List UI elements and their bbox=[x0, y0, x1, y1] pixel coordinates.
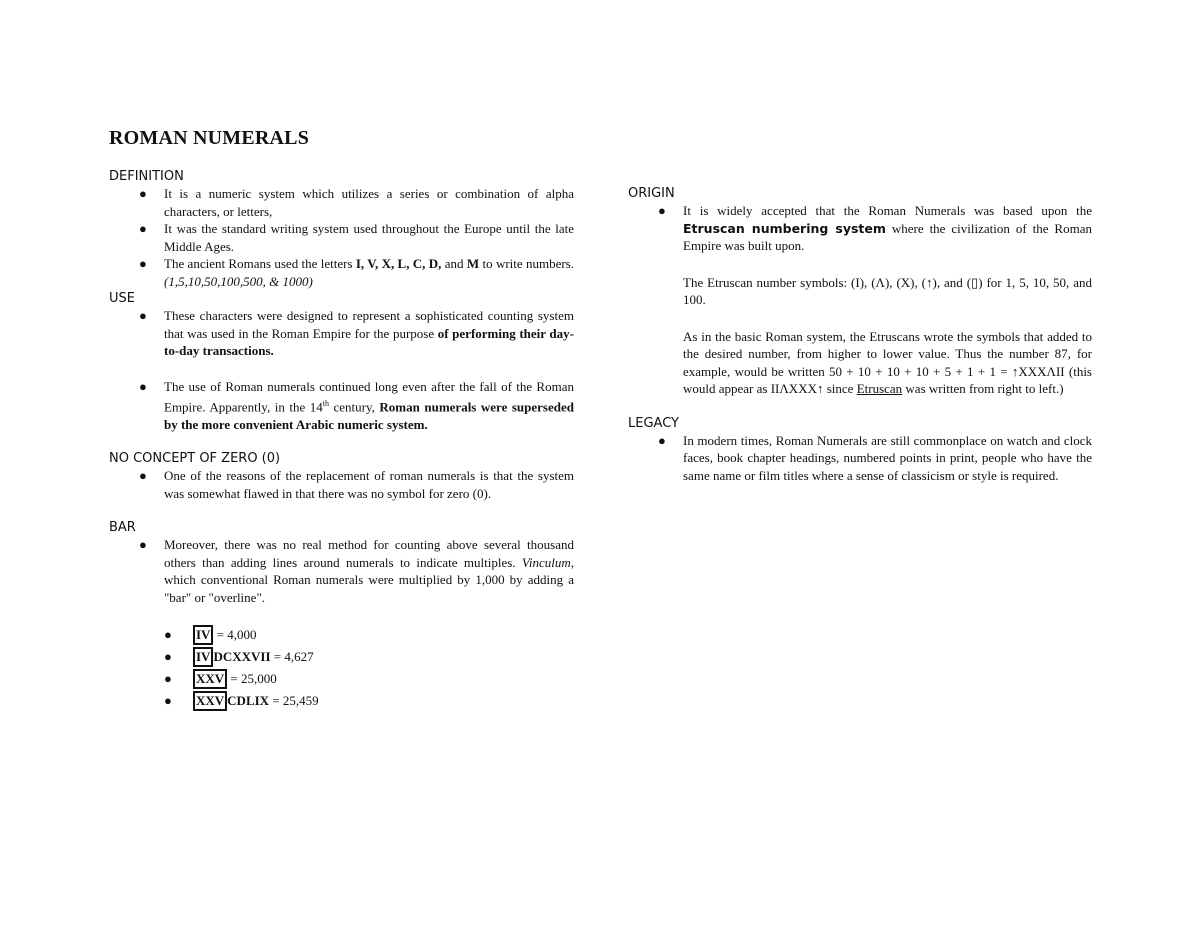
bullet-icon: ● bbox=[164, 671, 172, 687]
left-column bbox=[109, 168, 574, 712]
bar-examples-list bbox=[109, 624, 574, 712]
origin-section bbox=[628, 185, 1092, 398]
legacy-list bbox=[628, 432, 1092, 485]
zero-section bbox=[109, 450, 574, 502]
use-section bbox=[109, 290, 574, 433]
list-item: ● It is a numeric system which utilizes a series or combination of alpha characters, or letters, bbox=[139, 186, 574, 219]
vinculum-box: XXV bbox=[193, 691, 227, 711]
legacy-heading: LEGACY bbox=[628, 415, 679, 431]
page-title: ROMAN NUMERALS bbox=[109, 127, 310, 149]
zero-list bbox=[109, 467, 574, 502]
bar-heading: BAR bbox=[109, 520, 136, 536]
list-item: ● The ancient Romans used the letters I, V, X, L, C, D, and M to write numbers. (1,5,10,50,100,500, & 1000) bbox=[139, 256, 575, 289]
list-item: ● XXV = 25,000 bbox=[109, 668, 574, 690]
list-item: ● Moreover, there was no real method for counting above several thousand others than adding lines around numerals to indicate multiples. Vinculum, which conventional Roman numerals were multiplied by 1,000 by adding a "bar" or "overline". bbox=[139, 537, 574, 605]
bullet-icon: ● bbox=[139, 537, 147, 553]
right-column bbox=[628, 185, 1092, 484]
origin-heading: ORIGIN bbox=[628, 186, 675, 201]
bar-section bbox=[109, 519, 574, 712]
bullet-icon: ● bbox=[139, 468, 147, 484]
definition-section bbox=[109, 168, 574, 290]
bullet-icon: ● bbox=[164, 627, 172, 643]
origin-list bbox=[628, 202, 1092, 255]
bullet-icon: ● bbox=[658, 432, 666, 448]
definition-list bbox=[109, 185, 574, 290]
list-item: ● One of the reasons of the replacement of roman numerals is that the system was somewhat flawed in that there was no symbol for zero (0). bbox=[139, 468, 574, 501]
bullet-icon: ● bbox=[139, 186, 147, 201]
bullet-icon: ● bbox=[139, 378, 147, 394]
bullet-icon: ● bbox=[139, 221, 147, 236]
zero-heading: NO CONCEPT OF ZERO (0) bbox=[109, 451, 281, 467]
vinculum-box: XXV bbox=[193, 669, 227, 689]
legacy-section bbox=[628, 415, 1092, 485]
bullet-icon: ● bbox=[658, 203, 666, 218]
list-item: ● XXV CDLIX = 25,459 bbox=[109, 690, 574, 712]
use-list bbox=[109, 307, 574, 433]
vinculum-box: IV bbox=[193, 647, 213, 667]
bullet-icon: ● bbox=[139, 256, 147, 271]
bullet-icon: ● bbox=[164, 693, 172, 709]
list-item: ● It is widely accepted that the Roman Numerals was based upon the Etruscan numbering system where the civilization of the Roman Empire was built upon. bbox=[658, 203, 1092, 253]
use-heading: USE bbox=[109, 291, 135, 306]
list-item: ● In modern times, Roman Numerals are still commonplace on watch and clock faces, book chapter headings, numbered points in print, people who have the same name or film titles where a sense of classicism or style is required. bbox=[658, 432, 1092, 483]
bar-list bbox=[109, 536, 574, 606]
etruscan-symbols-paragraph: The Etruscan number symbols: (I), (Λ), (X), (↑), and (▯) for 1, 5, 10, 50, and 100. bbox=[683, 274, 1092, 307]
etruscan-link[interactable]: Etruscan bbox=[856, 381, 903, 396]
bullet-icon: ● bbox=[139, 308, 147, 323]
list-item: ● IV DCXXVII = 4,627 bbox=[109, 646, 574, 668]
definition-heading: DEFINITION bbox=[109, 169, 184, 184]
vinculum-box: IV bbox=[193, 625, 213, 645]
list-item: ● These characters were designed to represent a sophisticated counting system that was used in the Roman Empire for the purpose of performing their day-to-day transactions. bbox=[139, 308, 574, 358]
list-item: ● It was the standard writing system used throughout the Europe until the late Middle Ages. bbox=[139, 221, 574, 254]
list-item: ● IV = 4,000 bbox=[109, 624, 574, 646]
etruscan-example-paragraph: As in the basic Roman system, the Etruscans wrote the symbols that added to the desired number, from higher to lower value. Thus the number 87, for example, would be written 50 + 10 + 10 + 10 + 5 + 1 + 1 = ↑XXXΛII (this would appear as IIΛXXX↑ since Etruscan was written from right to left.) bbox=[683, 328, 1092, 396]
bullet-icon: ● bbox=[164, 649, 172, 665]
list-item: ● The use of Roman numerals continued long even after the fall of the Roman Empire. Apparently, in the 14th century, Roman numerals were superseded by the more convenient Arabic numeric system. bbox=[139, 378, 574, 432]
